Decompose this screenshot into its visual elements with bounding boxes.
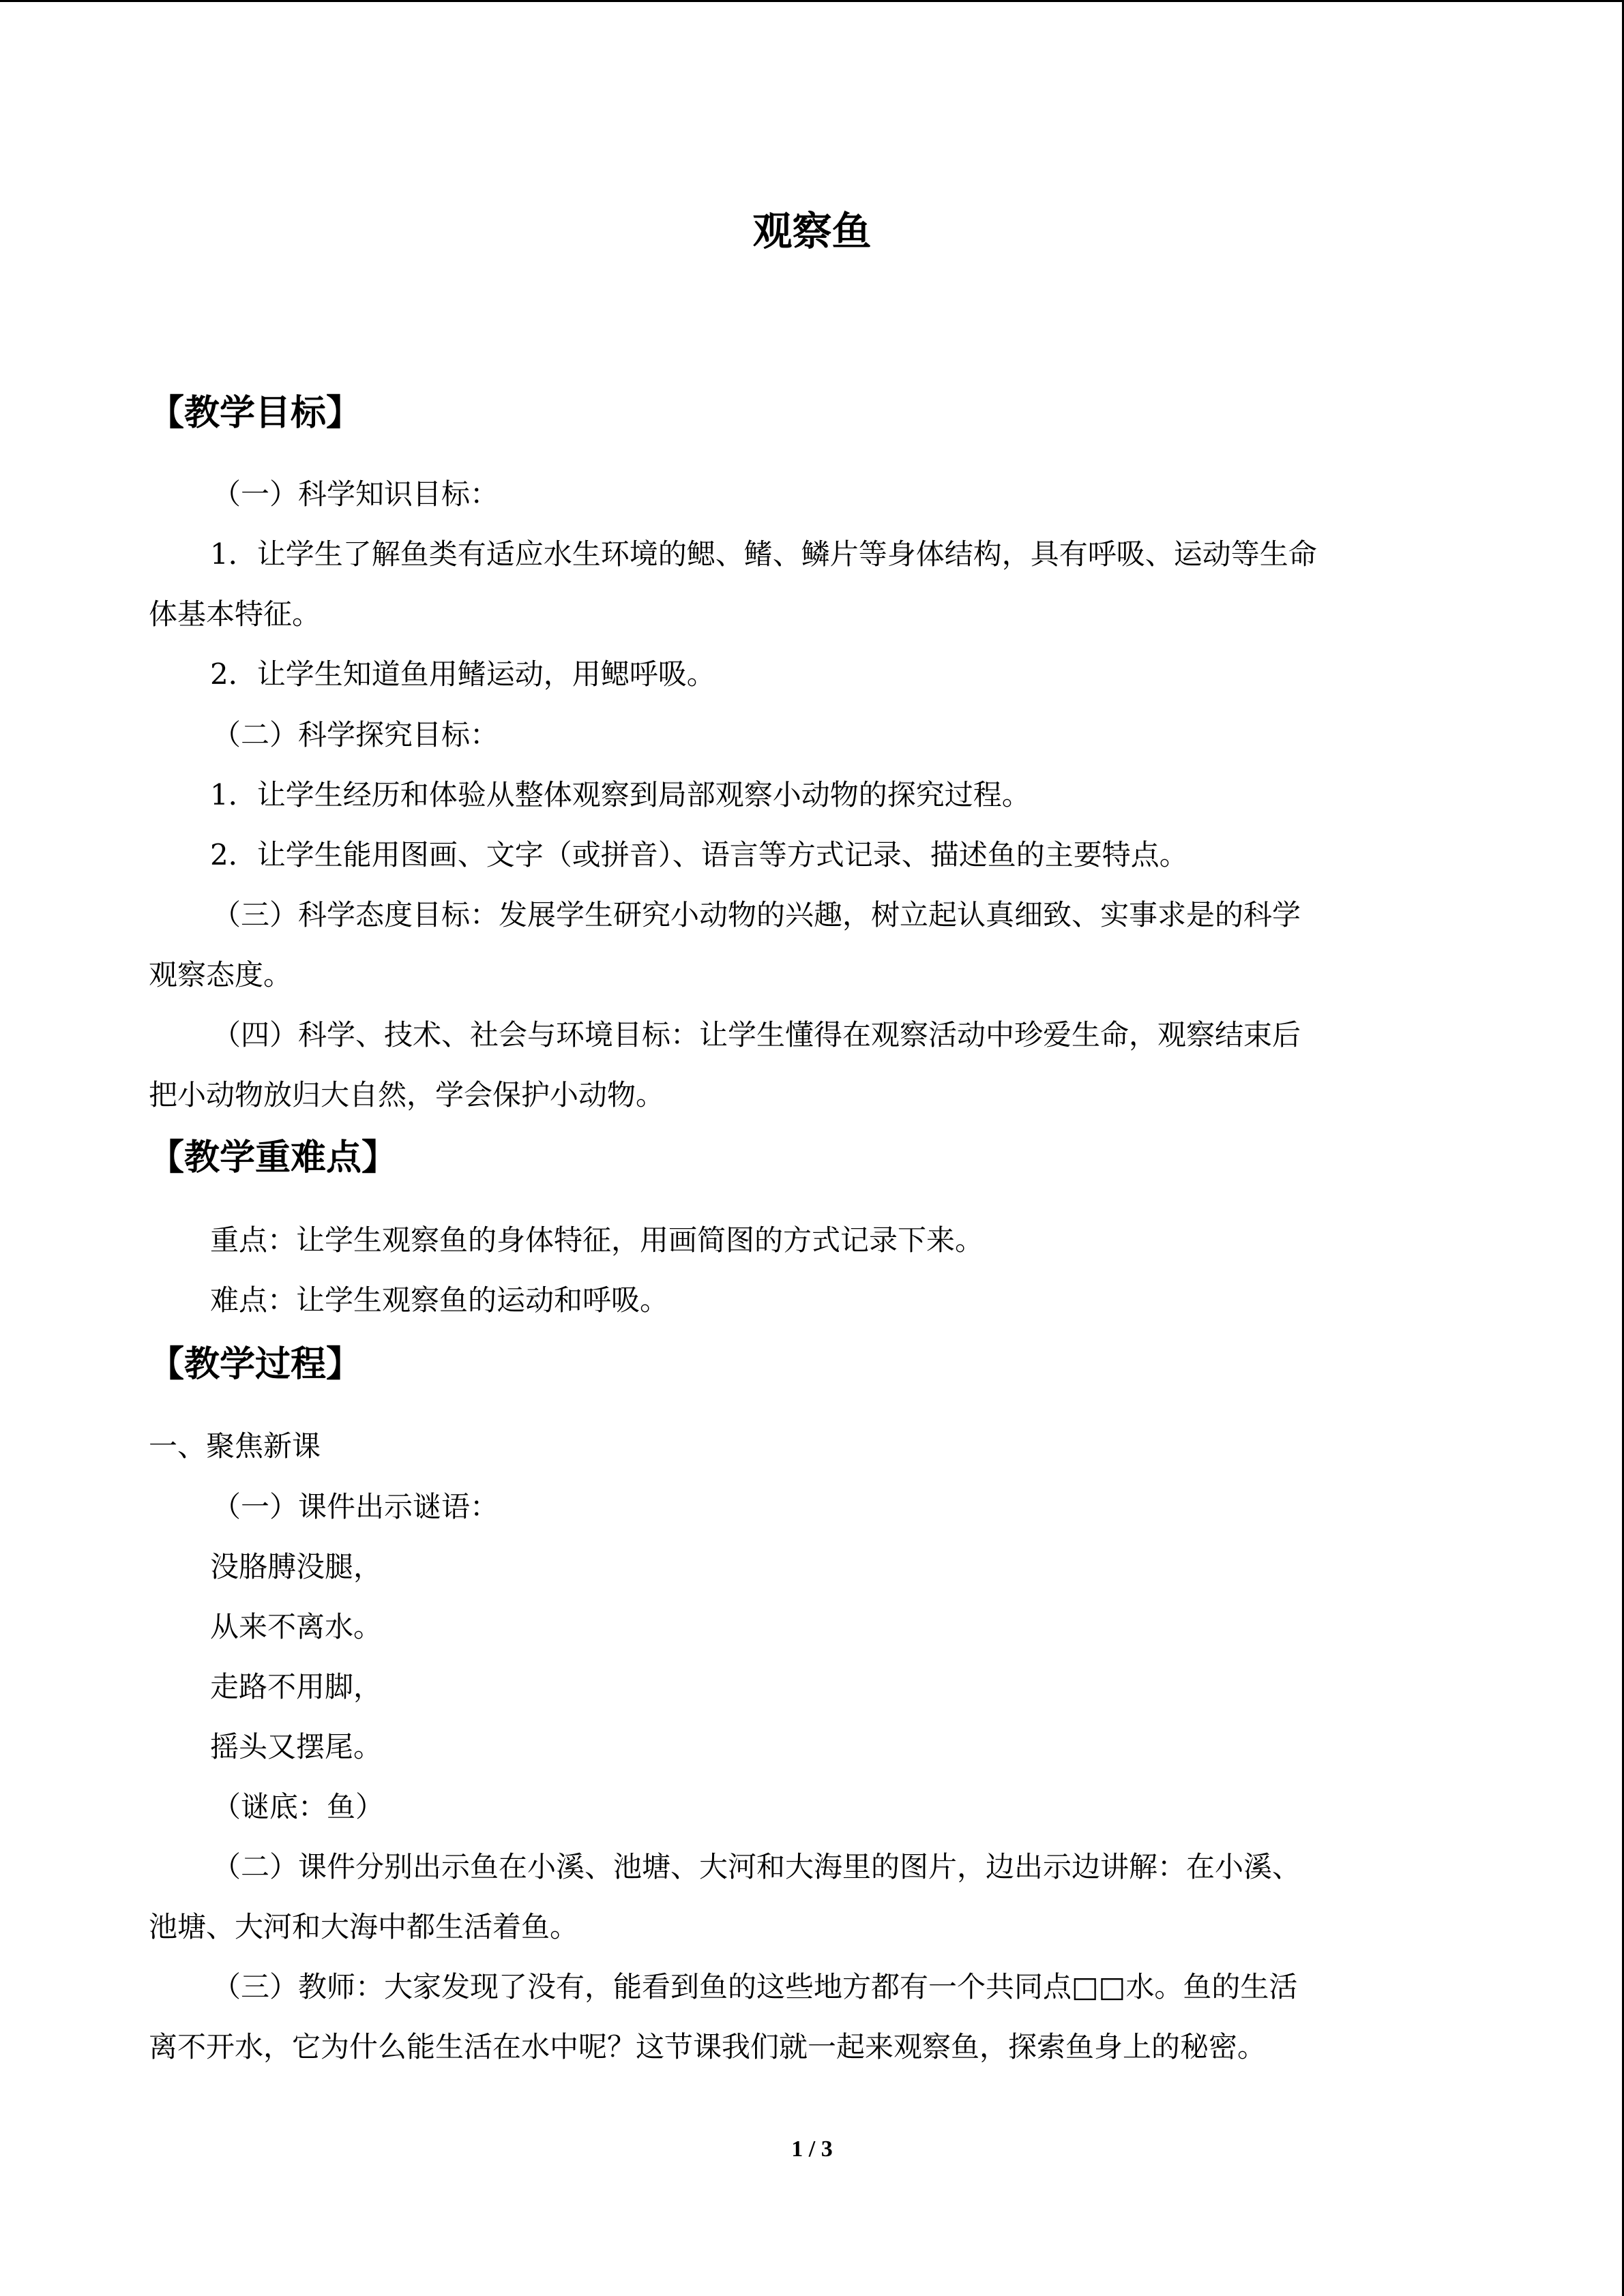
goals-line: 1．让学生经历和体验从整体观察到局部观察小动物的探究过程。 — [210, 778, 1031, 811]
goals-line: 1．让学生了解鱼类有适应水生环境的鳃、鳍、鳞片等身体结构，具有呼吸、运动等生命 — [210, 537, 1317, 571]
document-title: 观察鱼 — [752, 208, 872, 254]
process-line: 池塘、大河和大海中都生活着鱼。 — [149, 1910, 579, 1943]
process-line: （二）课件分别出示鱼在小溪、池塘、大河和大海里的图片，边出示边讲解：在小溪、 — [212, 1850, 1301, 1883]
process-line: 离不开水，它为什么能生活在水中呢？这节课我们就一起来观察鱼，探索鱼身上的秘密。 — [149, 2030, 1267, 2063]
riddle-line: 摇头又摆尾。 — [210, 1730, 383, 1763]
riddle-answer: （谜底：鱼） — [212, 1790, 385, 1823]
process-line: （三）教师：大家发现了没有，能看到鱼的这些地方都有一个共同点□□水。鱼的生活 — [212, 1970, 1298, 2003]
riddle-line: 没胳膊没腿， — [210, 1550, 383, 1583]
goals-line: （二）科学探究目标： — [212, 718, 499, 751]
goals-line: 把小动物放归大自然，学会保护小动物。 — [149, 1078, 665, 1112]
goals-line: （四）科学、技术、社会与环境目标：让学生懂得在观察活动中珍爱生命，观察结束后 — [212, 1018, 1301, 1052]
heading-key-points: 【教学重难点】 — [149, 1137, 398, 1178]
riddle-line: 走路不用脚， — [210, 1670, 383, 1703]
goals-line: 体基本特征。 — [149, 597, 321, 631]
heading-teaching-process: 【教学过程】 — [149, 1343, 362, 1385]
riddle-line: 从来不离水。 — [210, 1610, 383, 1643]
goals-line: （一）科学知识目标： — [212, 477, 499, 511]
goals-line: 2．让学生知道鱼用鳍运动，用鳃呼吸。 — [210, 657, 715, 691]
goals-line: （三）科学态度目标：发展学生研究小动物的兴趣，树立起认真细致、实事求是的科学 — [212, 898, 1301, 931]
top-border-rule — [0, 0, 1624, 2]
key-points-line: 难点：让学生观察鱼的运动和呼吸。 — [210, 1283, 669, 1317]
process-line: 一、聚焦新课 — [149, 1429, 321, 1463]
goals-line: 观察态度。 — [149, 958, 293, 992]
key-points-line: 重点：让学生观察鱼的身体特征，用画简图的方式记录下来。 — [210, 1223, 984, 1257]
process-line: （一）课件出示谜语： — [212, 1490, 499, 1523]
goals-line: 2．让学生能用图画、文字（或拼音）、语言等方式记录、描述鱼的主要特点。 — [210, 838, 1188, 871]
heading-teaching-goals: 【教学目标】 — [149, 392, 362, 434]
page-number: 1 / 3 — [791, 2136, 833, 2162]
